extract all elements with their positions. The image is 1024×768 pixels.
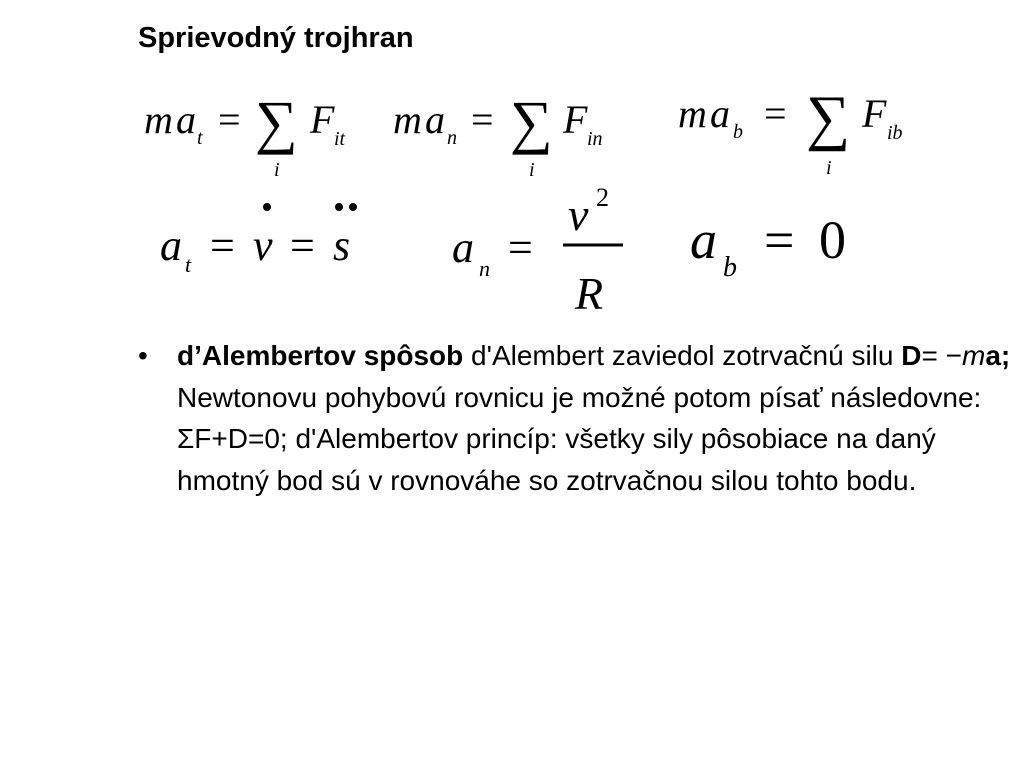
bullet-term: d’Alembertov spôsob: [177, 340, 464, 371]
eq2-m: m: [393, 97, 422, 142]
eq3-a: a: [710, 91, 730, 136]
eq2-a: a: [425, 97, 445, 142]
bullet-marker: •: [138, 340, 148, 371]
v-dot-mark: [263, 203, 271, 211]
eq6-equals: =: [764, 210, 795, 270]
symbol-a: a;: [985, 340, 1011, 371]
bullet-item: [138, 335, 1018, 501]
eq3-F: F: [862, 91, 887, 136]
symbol-D: D: [901, 340, 922, 371]
bullet-text-part-3: Newtonovu pohybovú rovnicu je možné potom písať následovne: ΣF+D=0; d'Alembertov princíp: všetky sily pôsobiace na daný hmotný bod sú v rovnováhe so zotrvačnou silou tohto bodu.: [177, 381, 982, 496]
eq6-zero: 0: [819, 210, 846, 270]
eq2-sum-index: i: [529, 159, 535, 181]
eq2-sub: n: [447, 127, 457, 149]
eq4-equals-2: =: [290, 221, 315, 270]
bullet-text: [177, 335, 1018, 501]
bullet-text-part-1: d'Alembert zaviedol zotrvačnú silu: [463, 340, 902, 371]
eq3-sub: b: [733, 121, 743, 143]
eq1-F-sub: it: [334, 128, 346, 150]
eq5-numerator-v: v: [568, 189, 589, 240]
s-double-dot-mark-2: [349, 203, 357, 211]
eq1-a: a: [176, 97, 196, 142]
eq4-s: s: [333, 221, 351, 270]
eq2-F-sub: in: [587, 128, 603, 150]
eq2-sum-sign: ∑: [510, 89, 553, 155]
eq1-sum-sign: ∑: [255, 89, 298, 155]
eq1-F: F: [310, 97, 335, 142]
equation-normal-force: [393, 89, 603, 181]
equation-binormal-acceleration: [690, 210, 846, 283]
eq6-a: a: [690, 210, 717, 270]
eq6-sub: b: [723, 252, 737, 283]
eq2-F: F: [563, 97, 588, 142]
eq3-sum-index: i: [826, 157, 832, 179]
equation-tangential-force: [144, 89, 346, 181]
eq3-sum-sign: ∑: [806, 84, 851, 152]
eq5-exponent: 2: [596, 183, 609, 212]
eq4-v: v: [253, 221, 273, 270]
eq2-equals: =: [471, 97, 494, 142]
eq4-a: a: [160, 221, 182, 270]
s-double-dot-mark-1: [335, 203, 343, 211]
eq5-equals: =: [508, 223, 533, 272]
eq4-equals-1: =: [210, 221, 235, 270]
eq5-denominator-R: R: [575, 268, 604, 319]
slide-title: Sprievodný trojhran: [138, 22, 414, 54]
eq1-m: m: [144, 97, 173, 142]
eq5-a: a: [452, 223, 474, 272]
equation-tangential-acceleration: [160, 203, 357, 277]
equation-binormal-force: [678, 84, 903, 179]
eq1-sum-index: i: [274, 159, 280, 181]
equations-figure: [0, 0, 1024, 330]
eq3-m: m: [678, 91, 707, 136]
equation-normal-acceleration: [452, 183, 623, 319]
eq1-equals: =: [218, 97, 241, 142]
symbol-m: m: [961, 340, 986, 371]
eq3-equals: =: [764, 91, 787, 136]
eq1-sub: t: [197, 127, 203, 149]
eq3-F-sub: ib: [887, 122, 903, 144]
bullet-text-part-2: = −: [921, 340, 962, 371]
eq5-sub: n: [479, 256, 490, 281]
eq4-sub: t: [185, 252, 192, 277]
